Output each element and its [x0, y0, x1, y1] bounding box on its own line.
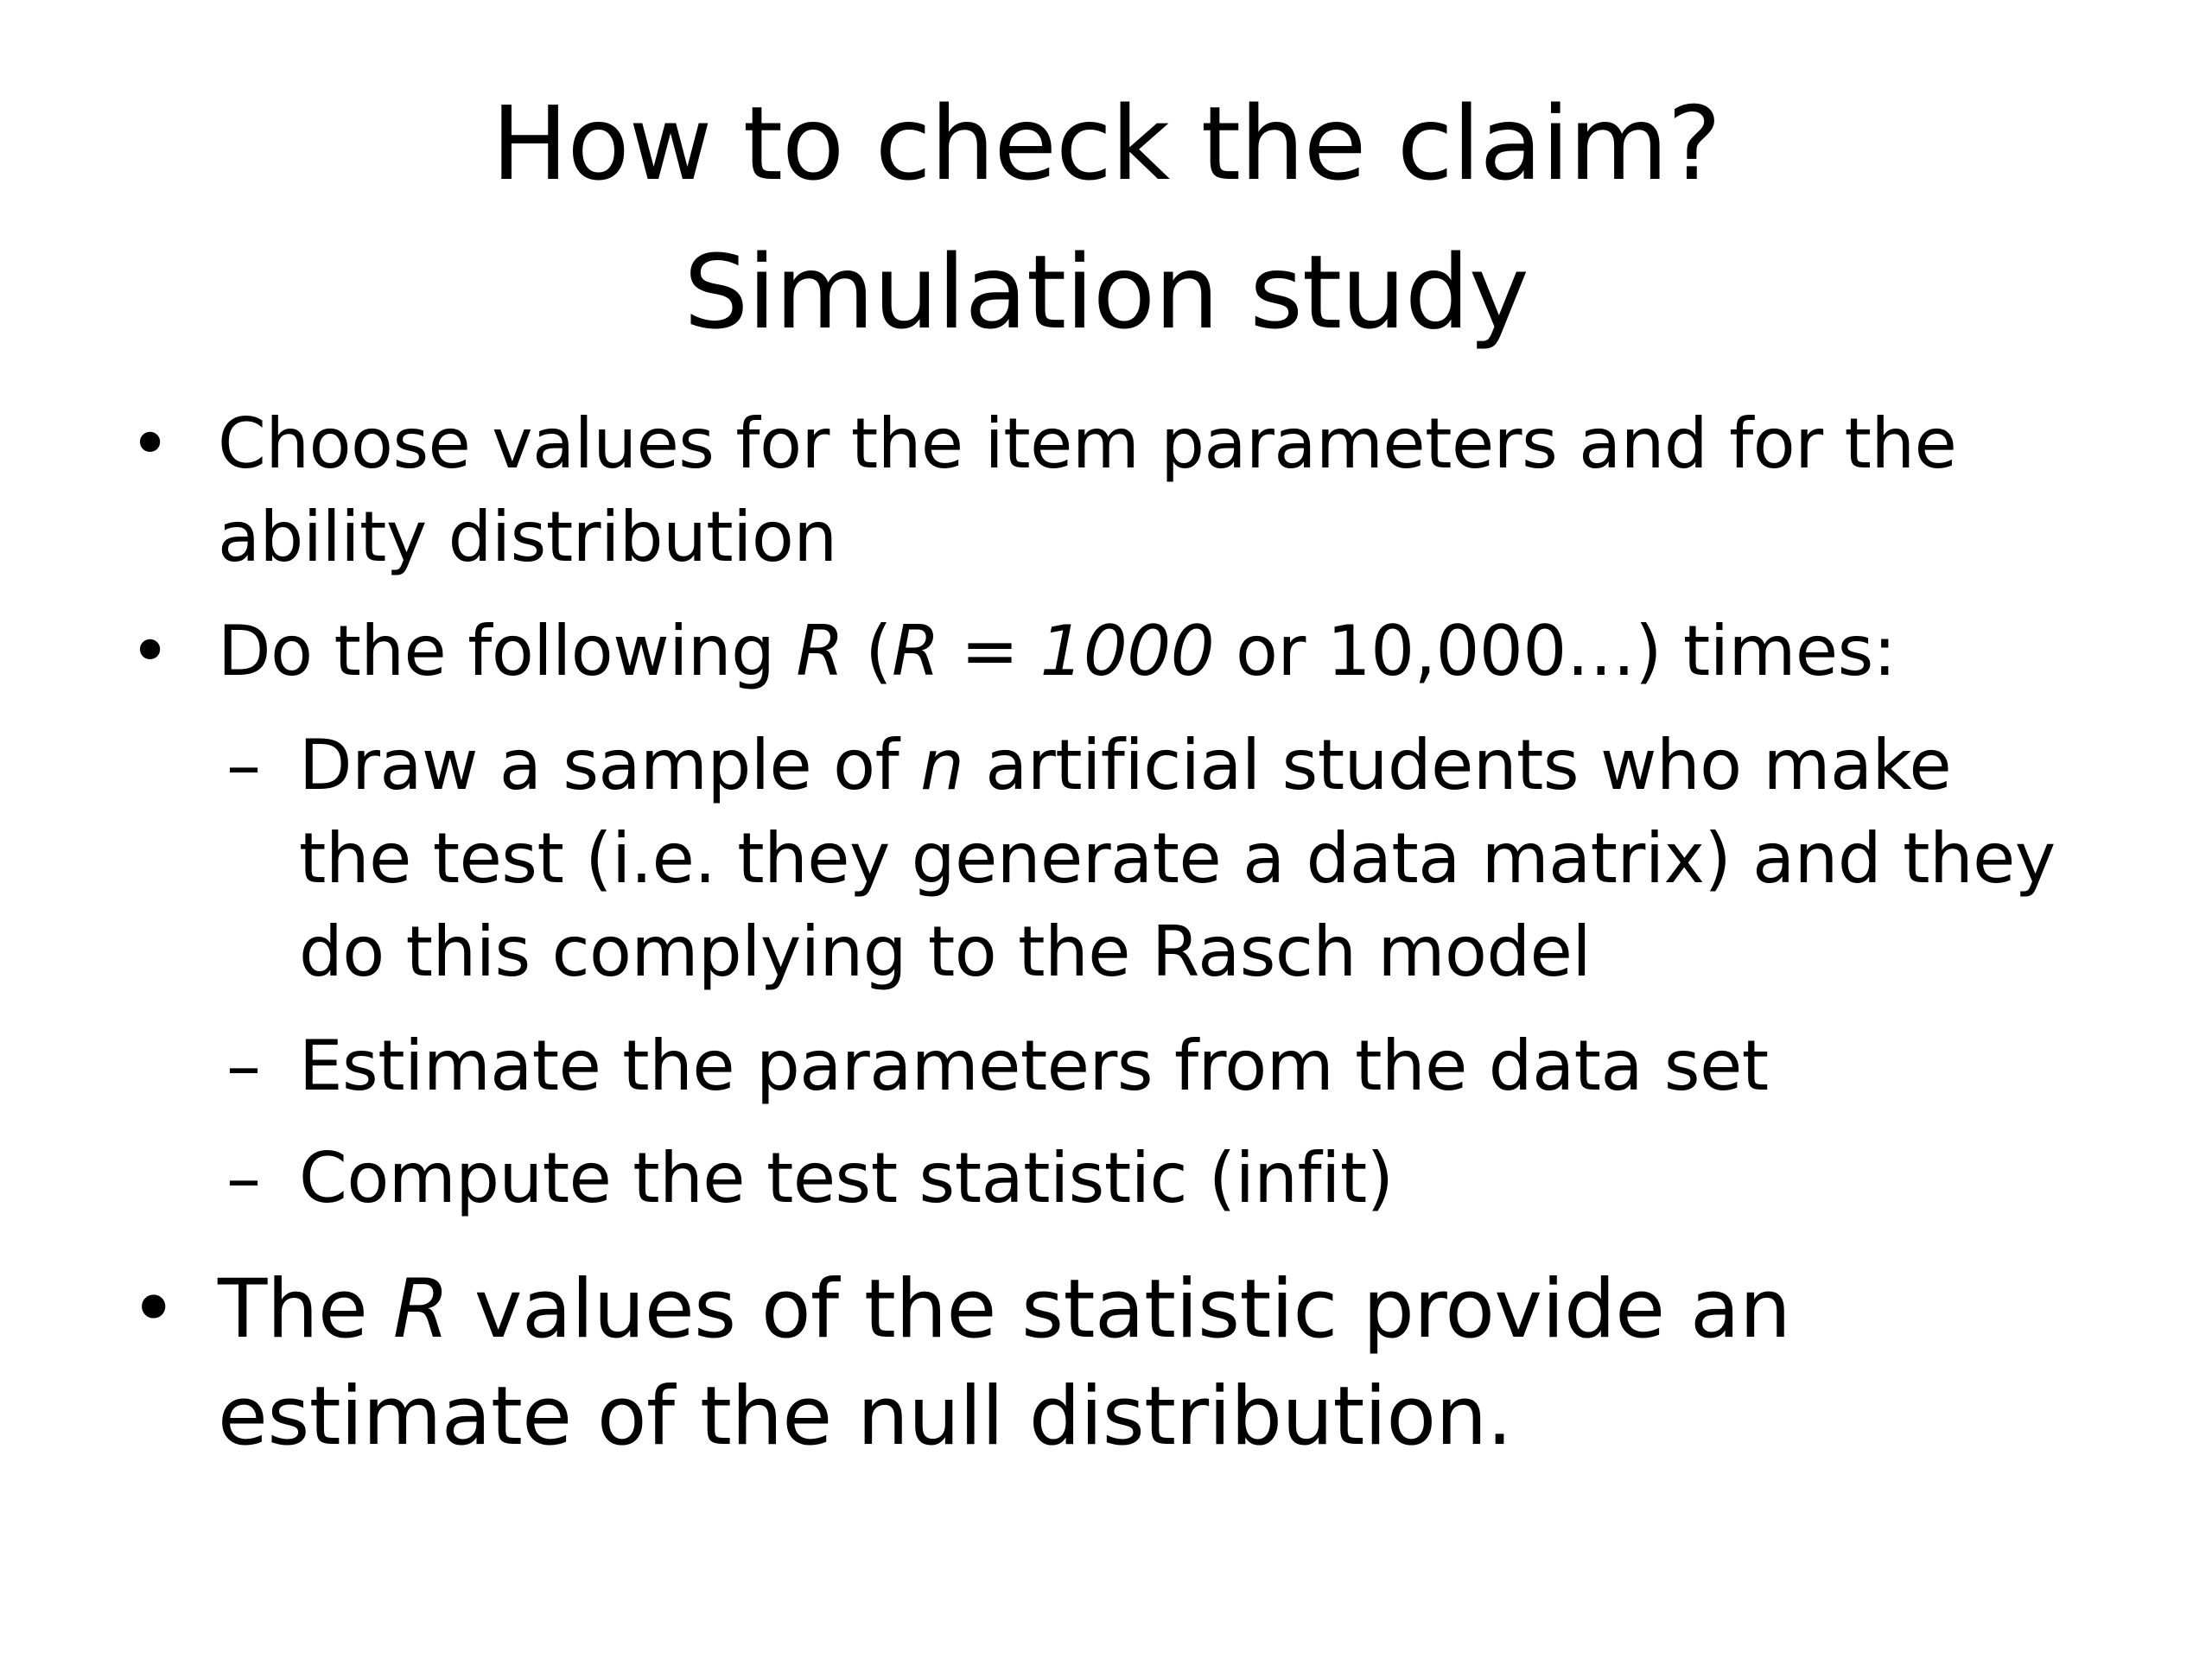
- subbullet-marker: –: [226, 1026, 261, 1106]
- bullet-null-distribution: [130, 1256, 2169, 1471]
- subbullet-compute-statistic: [226, 1132, 2169, 1225]
- subbullet-line: do this complying to the Rasch model: [299, 912, 1592, 992]
- title-line-1: How to check the claim?: [491, 84, 1721, 203]
- bullet-line: ability distribution: [218, 497, 837, 577]
- text-run: Do the following: [218, 611, 797, 691]
- slide-title: [0, 69, 2212, 366]
- subbullet-line: [299, 719, 2169, 812]
- title-line-2: Simulation study: [683, 232, 1529, 352]
- bullet-marker: •: [130, 1262, 177, 1357]
- bullet-line: estimate of the null distribution.: [218, 1370, 1512, 1464]
- subbullet-marker: –: [226, 1138, 261, 1218]
- text-run: artificial students who make: [963, 725, 1952, 805]
- bullet-line: Choose values for the item parameters and for the: [218, 404, 1957, 484]
- subbullet-line: the test (i.e. they generate a data matrix) and they: [299, 818, 2056, 899]
- bullet-line: [218, 605, 2169, 698]
- text-run: The: [218, 1262, 393, 1357]
- text-run: (: [843, 611, 893, 691]
- subbullet-marker: –: [226, 725, 261, 805]
- subbullet-line: Estimate the parameters from the data set: [299, 1026, 1769, 1106]
- text-run: Draw a sample of: [299, 725, 921, 805]
- slide-body: [130, 397, 2169, 1471]
- italic-r: R: [392, 1262, 449, 1357]
- bullet-marker: •: [130, 404, 170, 484]
- subbullet-estimate-parameters: [226, 1020, 2169, 1113]
- subbullet-draw-sample: [226, 719, 2169, 999]
- subbullet-line: Compute the test statistic (infit): [299, 1138, 1394, 1218]
- italic-n: n: [920, 725, 964, 805]
- text-run: values of the statistic provide an: [448, 1262, 1791, 1357]
- text-run: or 10,000…) times:: [1214, 611, 1897, 691]
- italic-r-equals: R = 1000: [892, 611, 1215, 691]
- bullet-line: [218, 1256, 2169, 1363]
- bullet-marker: •: [130, 611, 170, 691]
- italic-r: R: [796, 611, 844, 691]
- bullet-choose-values: [130, 397, 2169, 584]
- bullet-repeat-r-times: [130, 605, 2169, 698]
